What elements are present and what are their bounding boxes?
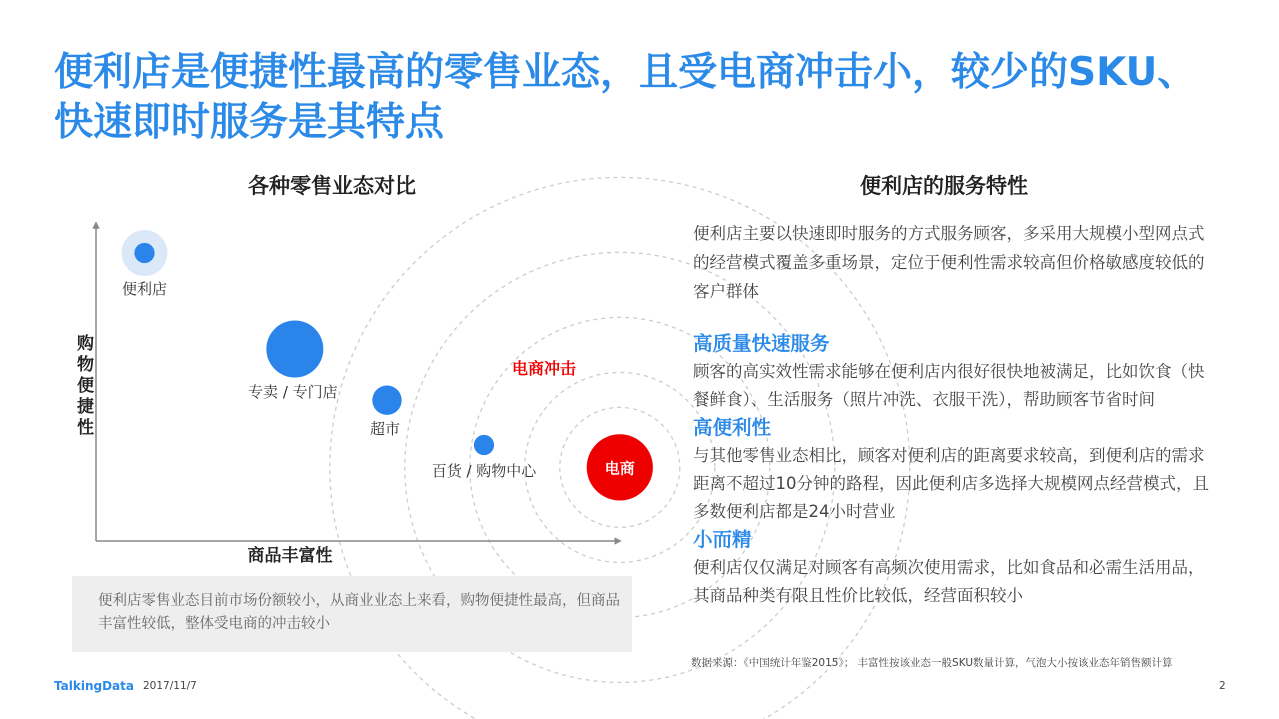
x-axis-label: 商品丰富性	[247, 546, 333, 566]
section-heading-quality: 高质量快速服务	[693, 332, 830, 355]
section-body-quality: 顾客的高实效性需求能够在便利店内很好很快地被满足，比如饮食（快餐鲜食）、生活服务（照片冲洗、衣服干洗），帮助顾客节省时间	[693, 362, 1205, 409]
bubble-chart	[50, 195, 635, 575]
service-intro: 便利店主要以快速即时服务的方式服务顾客，多采用大规模小型网点式的经营模式覆盖多重场景，定位于便利性需求较高但价格敏感度较低的客户群体	[693, 224, 1205, 301]
bubble-label: 便利店	[121, 280, 168, 298]
y-axis-label-char: 性	[77, 418, 94, 438]
section-body-small: 便利店仅仅满足对顾客有高频次使用需求，比如食品和必需生活用品，其商品种类有限且性价比较低，经营面积较小	[693, 558, 1205, 605]
chart-heading: 各种零售业态对比	[248, 174, 416, 198]
bubble-label: 专卖 / 专门店	[248, 383, 338, 401]
y-axis-label-char: 便	[77, 376, 94, 396]
data-source: 数据来源：《中国统计年鉴2015》； 丰富性按该业态一般SKU数量计算，气泡大小按该业态年销售额计算	[691, 657, 1173, 669]
bubble-label: 超市	[369, 420, 401, 439]
bubble-point	[134, 243, 154, 263]
service-features	[693, 219, 1213, 610]
chart-note-box	[72, 576, 632, 652]
y-axis-label-char: 物	[77, 355, 94, 375]
bubble-label: 百货 / 购物中心	[431, 462, 537, 480]
bubble-point	[372, 386, 401, 415]
footer-brand-logo: TalkingData	[54, 679, 134, 693]
y-axis-label-char: 购	[77, 334, 94, 354]
page-title: 便利店是便捷性最高的零售业态，且受电商冲击小，较少的SKU、快速即时服务是其特点	[54, 50, 1197, 145]
chart-note: 便利店零售业态目前市场份额较小，从商业业态上来看，购物便捷性最高，但商品丰富性较低，整体受电商的冲击较小	[98, 593, 620, 632]
section-heading-small: 小而精	[693, 528, 752, 551]
service-heading: 便利店的服务特性	[860, 174, 1028, 198]
y-axis-label	[76, 333, 94, 438]
section-heading-convenience: 高便利性	[693, 416, 772, 439]
annotation-ecommerce-impact: 电商冲击	[511, 359, 577, 378]
section-body-convenience: 与其他零售业态相比，顾客对便利店的距离要求较高，到便利店的需求距离不超过10分钟的路程，因此便利店多选择大规模网点经营模式，且多数便利店都是24小时营业	[693, 446, 1209, 521]
y-axis-label-char: 捷	[77, 397, 94, 417]
bubble-point	[474, 435, 494, 455]
page-number: 2	[1219, 680, 1226, 692]
bubble-point	[266, 321, 323, 378]
footer-date: 2017/11/7	[143, 680, 197, 692]
bubble-label: 电商	[604, 459, 635, 478]
